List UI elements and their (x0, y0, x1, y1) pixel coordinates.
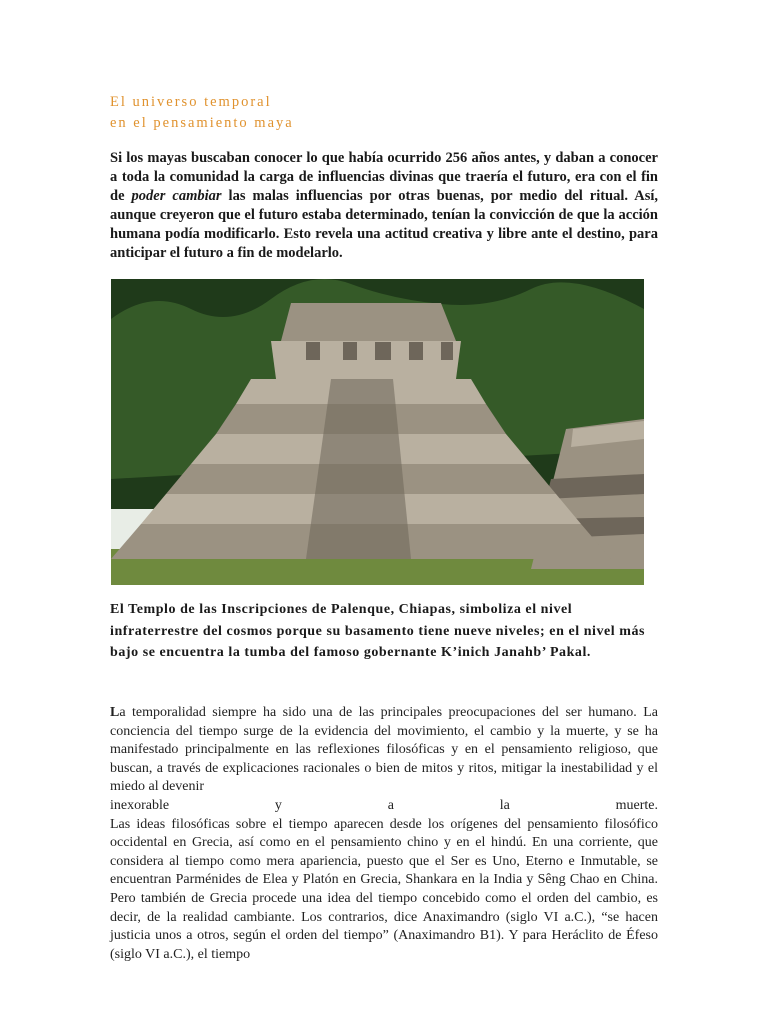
intro-emphasis: poder cambiar (131, 188, 222, 205)
body-text (110, 704, 658, 964)
article-title (110, 92, 294, 134)
body-paragraph-1-last-line (110, 797, 658, 816)
last-line-word: la (499, 797, 510, 813)
body-paragraph-1-text: a temporalidad siempre ha sido una de las principales preocupaciones del ser humano. La conciencia del tiempo surge de la evidencia del movimiento, el cambio y la muerte, y se ha manifestado principalmente en las reflexiones filosóficas y en el pensamiento religioso, que buscan, a través de explicaciones racionales o bien de mitos y ritos, mitigar la inestabilidad y el miedo al devenir (110, 705, 658, 795)
title-line-1: El universo temporal (110, 94, 272, 110)
body-paragraph-1 (110, 704, 658, 797)
last-line-word: y (274, 797, 282, 813)
title-line-2: en el pensamiento maya (110, 115, 294, 131)
intro-text-1: Si los mayas buscaban conocer lo que había ocurrido 256 años antes, y daban a conocer a toda la comunidad la carga de influencias divinas que traería el futuro, era con el fin de (110, 150, 658, 205)
photo-caption: El Templo de las Inscripciones de Palenque, Chiapas, simboliza el nivel infraterrestre del cosmos porque su basamento tiene nueve niveles; en el nivel más bajo se encuentra la tumba del famoso gobernante K’inich Janahb’ Pakal. (110, 602, 646, 661)
last-line-word: inexorable (110, 797, 170, 813)
intro-paragraph (110, 149, 658, 264)
body-paragraph-2: Las ideas filosóficas sobre el tiempo aparecen desde los orígenes del pensamiento filosófico occidental en Grecia, así como en el pensamiento chino y en el hindú. En una corriente, que considera al tiempo como mera apariencia, puesto que el Ser es Uno, Eterno e Inmutable, se encuentran Parménides de Elea y Platón en Grecia, Shankara en la India y Sêng Chao en China. Pero también de Grecia procede una idea del tiempo concebido como el orden del cambio, es decir, de la realidad cambiante. Los contrarios, dice Anaximandro (siglo VI a.C.), “se hacen justicia unos a otros, según el orden del tiempo” (Anaximandro B1). Y para Heráclito de Éfeso (siglo VI a.C.), el tiempo (110, 816, 658, 962)
last-line-word: muerte. (615, 797, 658, 813)
temple-photo (111, 279, 644, 585)
drop-letter: L (110, 705, 120, 720)
last-line-word: a (387, 797, 394, 813)
intro-text-2: las malas influencias por otras buenas, por medio del ritual. Así, aunque creyeron que el futuro estaba determinado, tenían la convicción de que la acción humana podía modificarlo. Esto revela una actitud creativa y libre ante el destino, para anticipar el futuro a fin de modelarlo. (110, 188, 659, 262)
